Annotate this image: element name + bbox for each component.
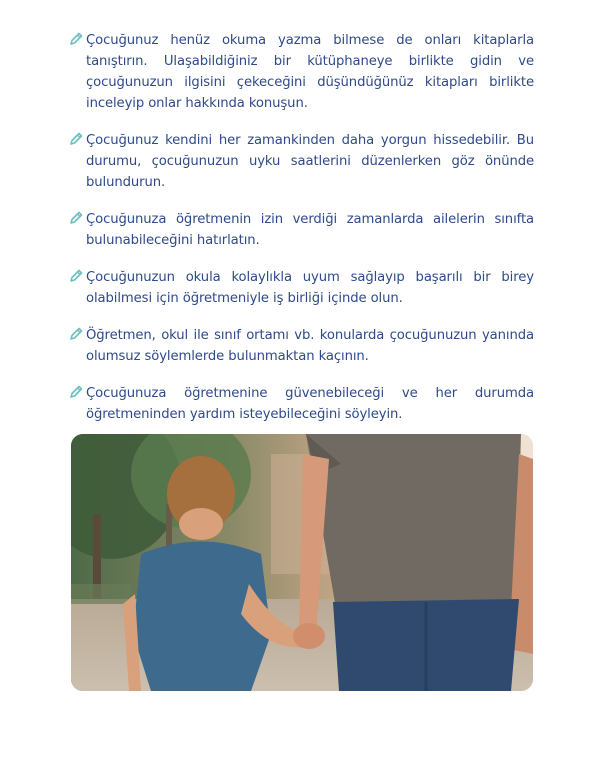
list-item (68, 325, 534, 367)
pencil-icon (68, 326, 86, 346)
pencil-icon (68, 384, 86, 404)
list-item (68, 30, 534, 114)
pencil-icon (68, 31, 86, 51)
tip-text: Çocuğunuza öğretmenine güvenebileceği ve her durumda öğretmeninden yardım isteyebileceğini söyleyin. (86, 386, 534, 422)
parent-child-photo (71, 434, 533, 691)
pencil-icon (68, 268, 86, 288)
tip-text: Çocuğunuza öğretmenin izin verdiği zamanlarda ailelerin sınıfta bulunabileceğini hatırlatın. (86, 212, 534, 248)
list-item (68, 267, 534, 309)
tip-text: Öğretmen, okul ile sınıf ortamı vb. konularda çocuğunuzun yanında olumsuz söylemlerde bulunmaktan kaçının. (86, 328, 534, 364)
tip-text: Çocuğunuzun okula kolaylıkla uyum sağlayıp başarılı bir birey olabilmesi için öğretmeniyle iş birliği içinde olun. (86, 270, 534, 306)
list-item (68, 383, 534, 425)
tip-text: Çocuğunuz kendini her zamankinden daha yorgun hissedebilir. Bu durumu, çocuğunuzun uyku saatlerini düzenlerken göz önünde bulundurun. (86, 133, 534, 190)
pencil-icon (68, 210, 86, 230)
list-item (68, 209, 534, 251)
list-item (68, 130, 534, 193)
tip-text: Çocuğunuz henüz okuma yazma bilmese de onları kitaplarla tanıştırın. Ulaşabildiğiniz bir kütüphaneye birlikte gidin ve çocuğunuzun ilgisini çekeceğini düşündüğünüz kitapları birlikte inceleyip onlar hakkında konuşun. (86, 33, 534, 111)
pencil-icon (68, 131, 86, 151)
tips-list (68, 30, 534, 441)
